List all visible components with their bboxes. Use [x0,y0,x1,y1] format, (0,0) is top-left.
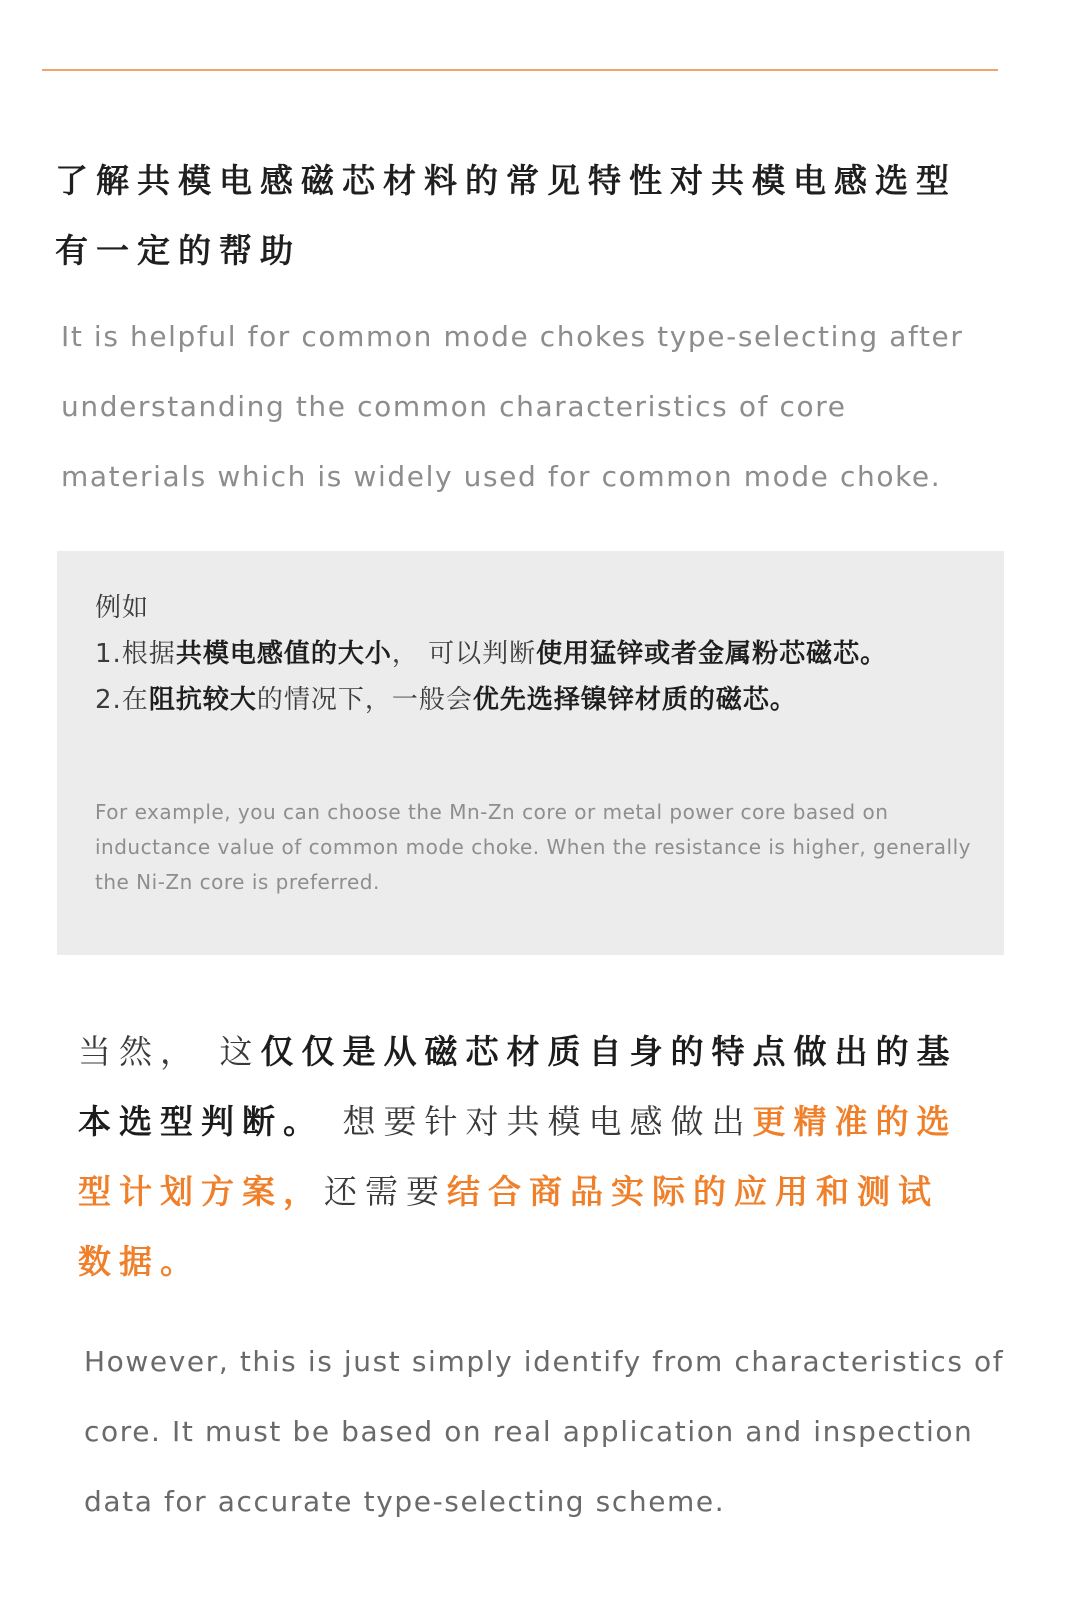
conclusion-part-2: 想要针对共模电感做出 [324,1102,753,1141]
example-heading: 例如 [95,593,150,623]
example-item-1-middle: ， 可以判断 [391,639,537,669]
example-english-text: For example, you can choose the Mn-Zn core or metal power core based on inductance value of common mode choke. When the resistance is higher, generally the Ni-Zn core is preferred. [95,800,971,894]
example-item-2-key-1: 阻抗较大 [148,685,257,715]
example-item-1-key-2: 使用猛锌或者金属粉芯磁芯。 [536,639,888,669]
conclusion-chinese-text [78,1017,978,1297]
conclusion-part-1: 当然， 这 [78,1032,261,1071]
example-item-2-middle: 的情况下，一般会 [256,685,473,715]
example-panel [57,551,1004,955]
example-item-1-prefix: 1.根据 [95,639,176,669]
intro-english-text: It is helpful for common mode chokes type-selecting after understanding the common characteristics of core materials which is widely used for common mode choke. [61,320,964,493]
conclusion-bold-1: 仅仅是从磁芯材质自身的特点做出的基本选型判断。 [78,1032,958,1141]
example-chinese-text [95,585,975,723]
example-item-2-key-2: 优先选择镍锌材质的磁芯。 [472,685,797,715]
conclusion-highlight-1: 更精准的选型计划方案， [78,1102,958,1211]
conclusion-english-text: However, this is just simply identify from characteristics of core. It must be based on real application and inspection data for accurate type-selecting scheme. [84,1345,1005,1518]
conclusion-highlight-2: 结合商品实际的应用和测试数据。 [78,1172,939,1281]
example-item-1-key-1: 共模电感值的大小 [175,639,392,669]
top-divider [42,69,998,71]
example-item-2-prefix: 2.在 [95,685,149,715]
section-headline: 了解共模电感磁芯材料的常见特性对共模电感选型有一定的帮助 [55,161,957,270]
conclusion-part-3: 还需要 [324,1172,447,1211]
